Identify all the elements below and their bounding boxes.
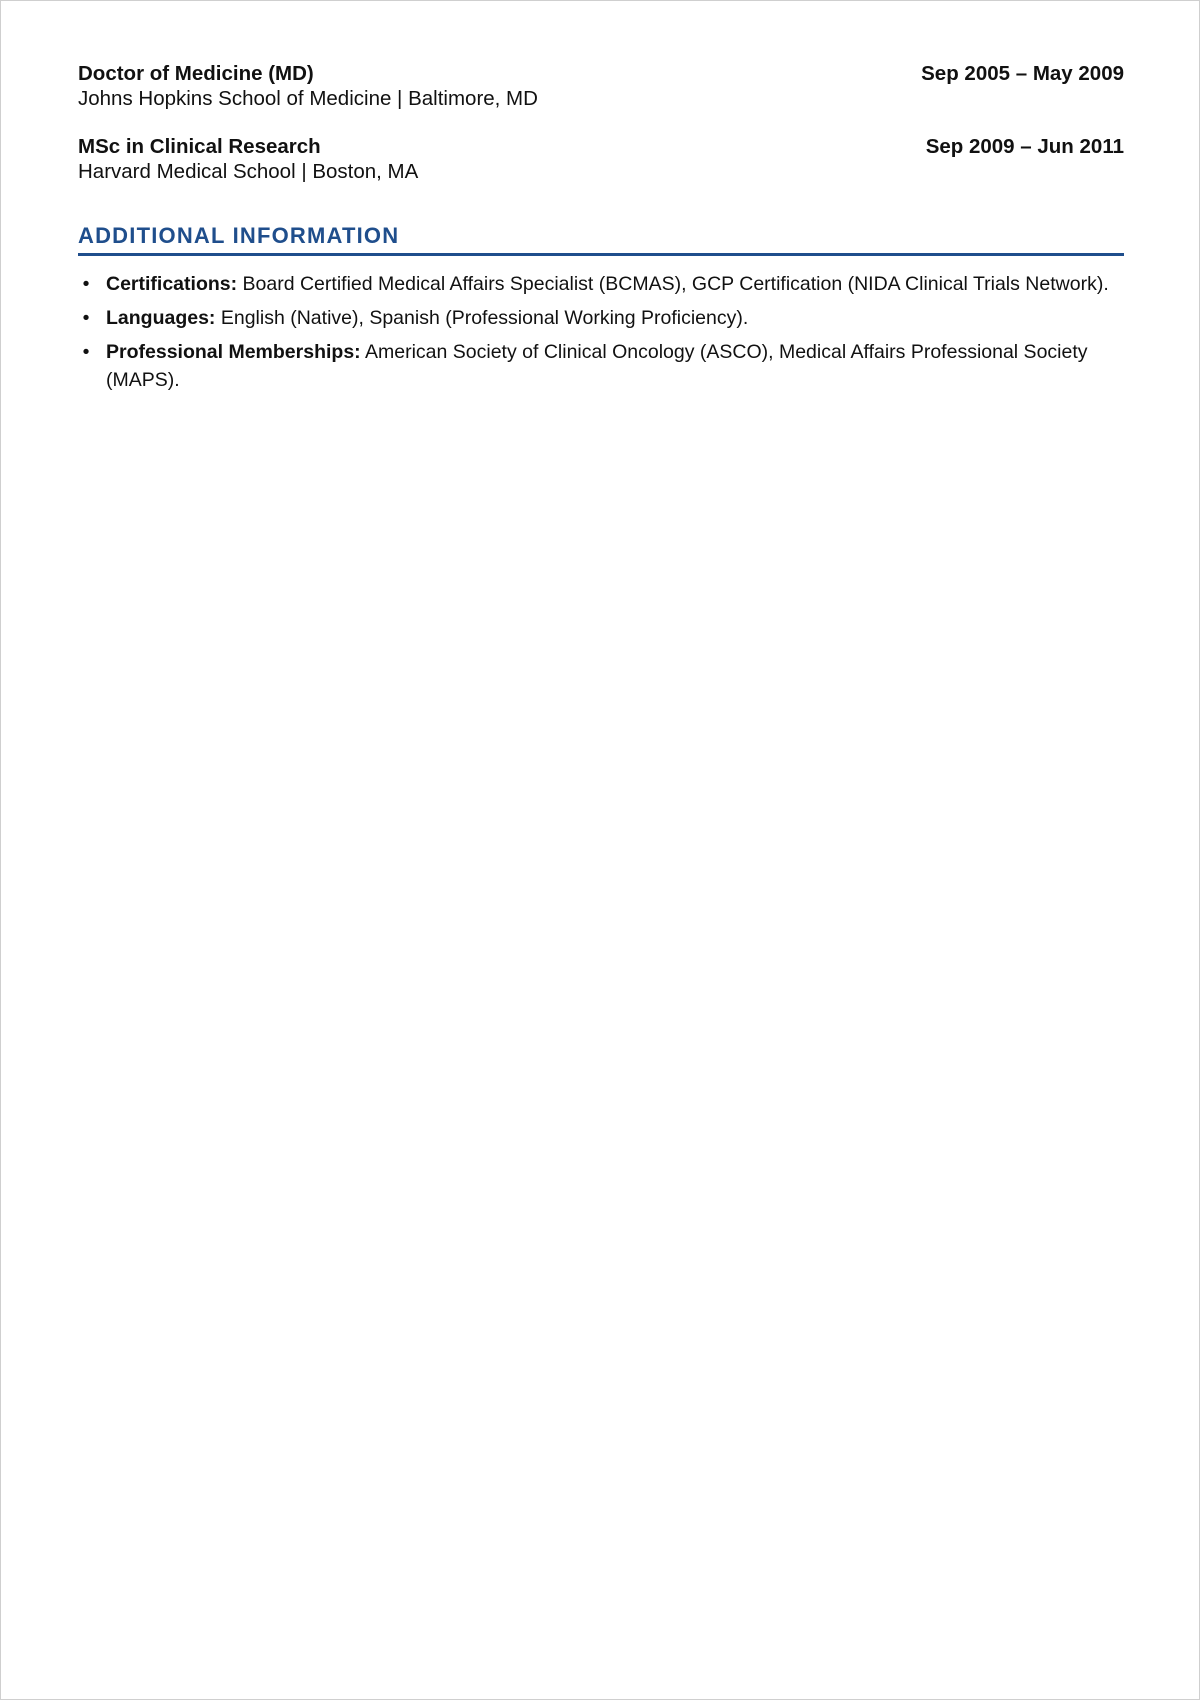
list-item-certifications — [82, 270, 1124, 298]
degree-title: Doctor of Medicine (MD) — [78, 62, 314, 85]
institution-line: Johns Hopkins School of Medicine | Baltimore, MD — [78, 87, 538, 110]
item-text: American Society of Clinical Oncology (ASCO), Medical Affairs Professional Society (MAPS). — [106, 341, 1088, 391]
bullet-icon: • — [82, 341, 90, 363]
item-label: Professional Memberships: — [106, 341, 361, 363]
list-item-languages — [82, 304, 1124, 332]
education-entry-msc — [78, 133, 1124, 183]
education-entry-md — [78, 60, 1124, 110]
education-entry-header — [78, 60, 1124, 88]
degree-dates: Sep 2009 – Jun 2011 — [925, 135, 1124, 158]
additional-information-list — [78, 270, 1124, 394]
resume-content — [78, 60, 1124, 400]
item-text: English (Native), Spanish (Professional Working Proficiency). — [215, 307, 749, 329]
list-item-memberships — [82, 338, 1124, 394]
education-entry-header — [78, 133, 1124, 161]
bullet-icon: • — [82, 273, 90, 295]
item-label: Certifications: — [106, 273, 238, 295]
degree-dates: Sep 2005 – May 2009 — [921, 62, 1124, 85]
item-label: Languages: — [106, 307, 216, 329]
item-text: Board Certified Medical Affairs Specialist (BCMAS), GCP Certification (NIDA Clinical Trials Network). — [237, 273, 1109, 295]
institution-line: Harvard Medical School | Boston, MA — [78, 160, 419, 183]
bullet-icon: • — [82, 307, 90, 329]
degree-title: MSc in Clinical Research — [78, 135, 321, 158]
section-title-additional-information: ADDITIONAL INFORMATION — [78, 221, 1124, 256]
